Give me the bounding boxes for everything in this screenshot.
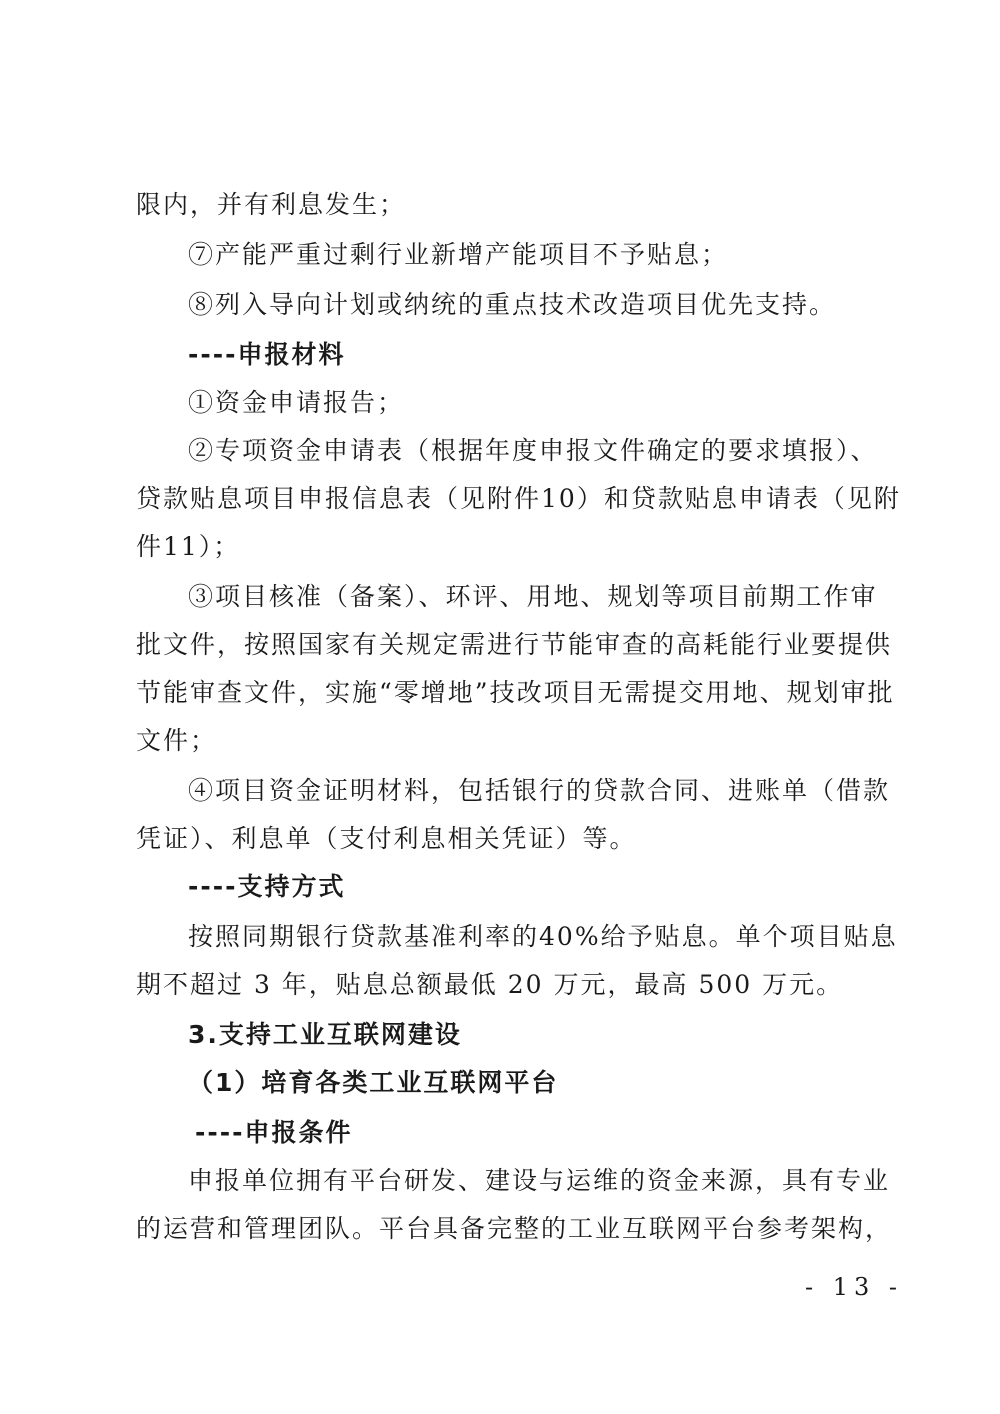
text-line-22: 的运营和管理团队。平台具备完整的工业互联网平台参考架构， <box>136 1214 893 1243</box>
text-line-1: 限内，并有利息发生； <box>136 190 407 219</box>
text-line-7: 贷款贴息项目申报信息表（见附件10）和贷款贴息申请表（见附 <box>136 484 901 513</box>
section-heading-materials: ----申报材料 <box>188 340 346 369</box>
text-line-6: ②专项资金申请表（根据年度申报文件确定的要求填报）、 <box>188 436 878 465</box>
text-line-10: 批文件，按照国家有关规定需进行节能审查的高耗能行业要提供 <box>136 630 893 659</box>
page-number: - 13 - <box>805 1273 904 1301</box>
text-line-14: 凭证）、利息单（支付利息相关凭证）等。 <box>136 824 637 853</box>
section-heading-industrial-internet: 3.支持工业互联网建设 <box>188 1020 462 1049</box>
subsection-heading-platform: （1）培育各类工业互联网平台 <box>188 1068 559 1097</box>
text-line-9: ③项目核准（备案）、环评、用地、规划等项目前期工作审 <box>188 582 878 611</box>
text-line-13: ④项目资金证明材料，包括银行的贷款合同、进账单（借款 <box>188 776 891 805</box>
text-line-21: 申报单位拥有平台研发、建设与运维的资金来源，具有专业 <box>188 1166 891 1195</box>
text-line-5: ①资金申请报告； <box>188 388 405 417</box>
text-line-12: 文件； <box>136 726 218 755</box>
text-line-3: ⑧列入导向计划或纳统的重点技术改造项目优先支持。 <box>188 290 837 319</box>
section-heading-support: ----支持方式 <box>188 872 346 901</box>
text-line-8: 件11）； <box>136 532 241 561</box>
section-heading-conditions: ----申报条件 <box>195 1118 353 1147</box>
text-line-11: 节能审查文件，实施“零增地”技改项目无需提交用地、规划审批 <box>136 678 895 707</box>
text-line-2: ⑦产能严重过剩行业新增产能项目不予贴息； <box>188 240 729 269</box>
text-line-16: 按照同期银行贷款基准利率的40%给予贴息。单个项目贴息 <box>188 922 898 951</box>
text-line-17: 期不超过 3 年，贴息总额最低 20 万元，最高 500 万元。 <box>136 970 844 999</box>
